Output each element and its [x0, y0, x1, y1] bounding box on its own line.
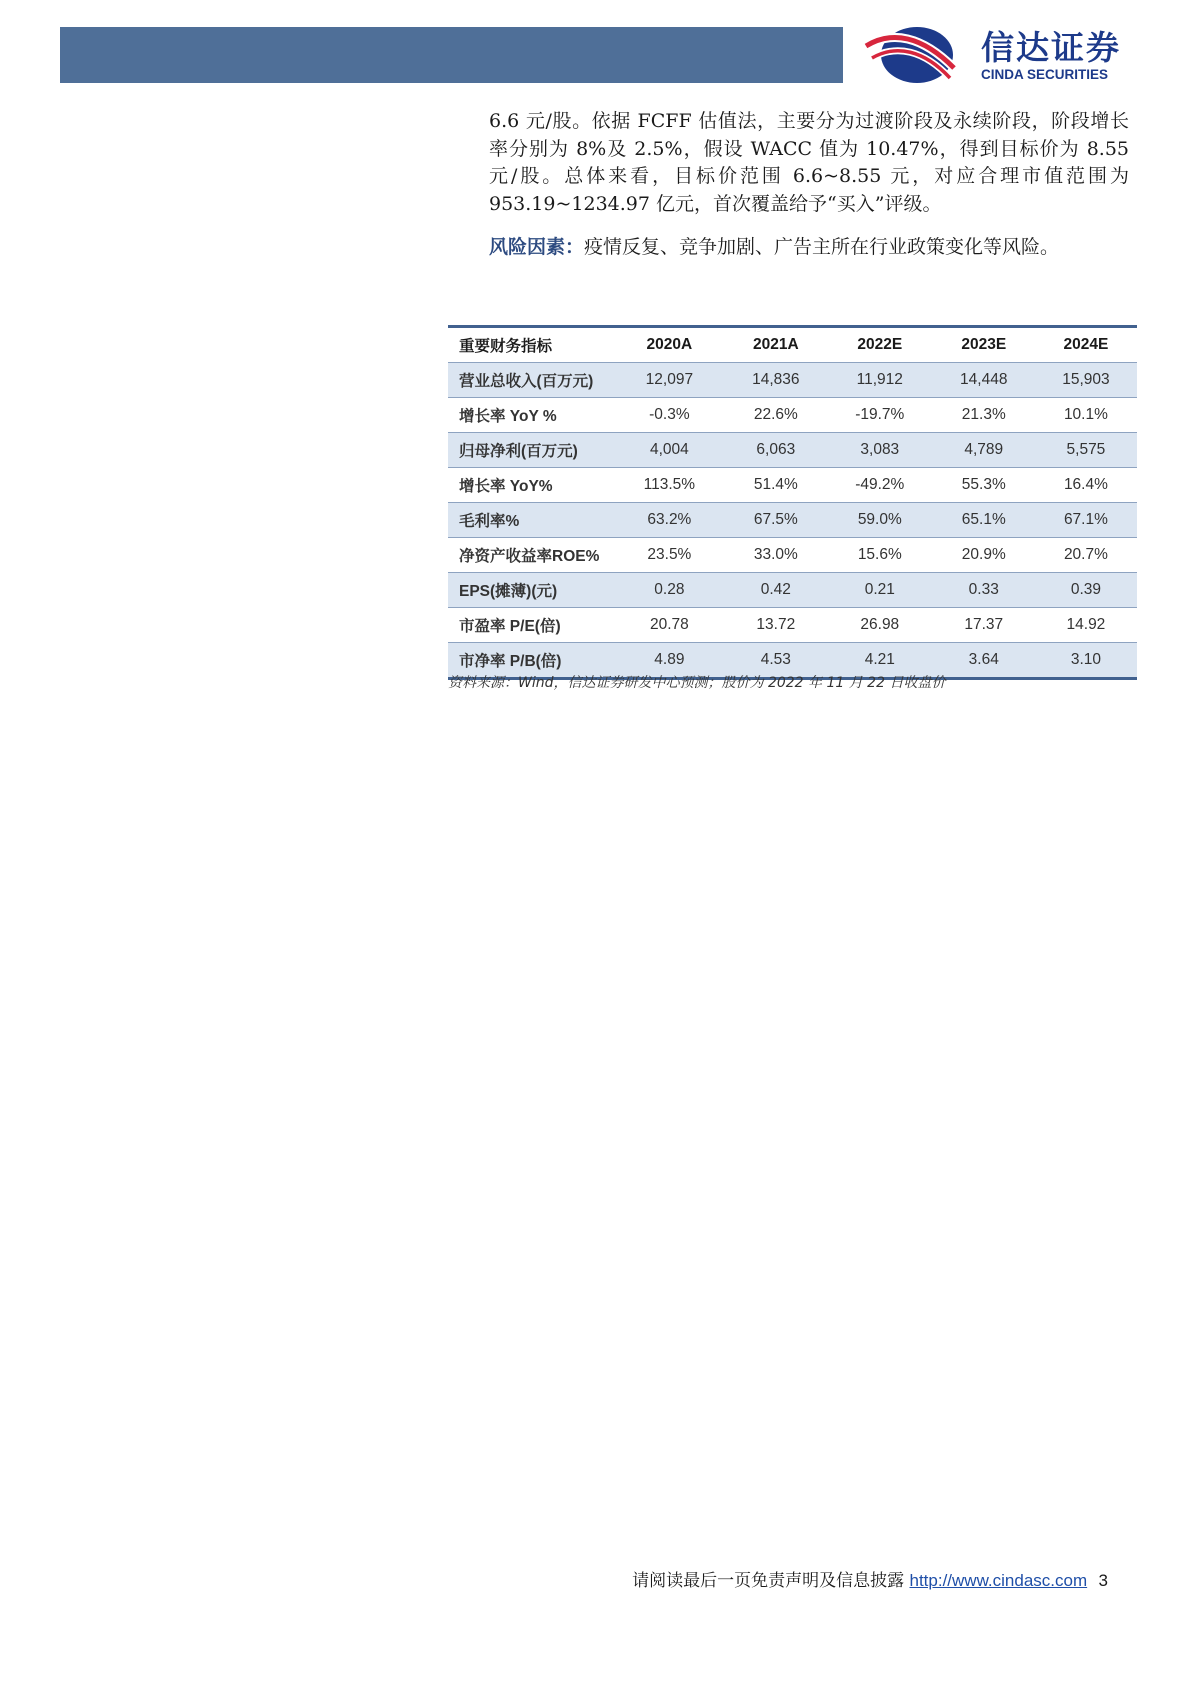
table-header-cell: 2020A [646, 336, 693, 353]
table-cell: 3.64 [968, 651, 999, 668]
risk-label: 风险因素： [489, 236, 585, 258]
table-cell: 0.33 [968, 581, 999, 598]
table-cell: 17.37 [964, 616, 1004, 633]
table-row [448, 538, 1137, 573]
footer-disclaimer: 请阅读最后一页免责声明及信息披露 [632, 1571, 905, 1591]
table-cell: 6,063 [756, 441, 796, 458]
risk-factors [489, 234, 1149, 261]
table-header-cell: 2024E [1063, 336, 1109, 353]
table-cell: 4,004 [649, 441, 689, 458]
table-header-cell: 2023E [961, 336, 1007, 353]
table-cell: 0.21 [864, 581, 895, 598]
table-cell: 4.53 [760, 651, 791, 668]
table-cell: -49.2% [855, 476, 905, 493]
financial-indicators-table [448, 325, 1137, 680]
table-row [448, 608, 1137, 643]
risk-text: 疫情反复、竞争加剧、广告主所在行业政策变化等风险。 [584, 236, 1060, 258]
table-row [448, 573, 1137, 608]
table-cell: 0.42 [760, 581, 791, 598]
table-cell: 5,575 [1066, 441, 1106, 458]
table-cell: 33.0% [753, 546, 798, 563]
table-cell: 11,912 [856, 371, 903, 388]
table-header-cell: 2021A [752, 336, 799, 353]
table-cell: 20.7% [1063, 546, 1108, 563]
table-cell: 14,448 [960, 371, 1008, 388]
row-label: 毛利率% [459, 513, 520, 530]
table-cell: 16.4% [1063, 476, 1108, 493]
table-cell: 14.92 [1066, 616, 1106, 633]
row-label: EPS(摊薄)(元) [459, 583, 558, 600]
table-row [448, 433, 1137, 468]
table-header-cell: 重要财务指标 [459, 338, 553, 355]
row-label: 市净率 P/B(倍) [459, 653, 562, 670]
row-label: 市盈率 P/E(倍) [459, 618, 561, 635]
table-cell: 0.39 [1070, 581, 1101, 598]
table-cell: 51.4% [753, 476, 798, 493]
table-row [448, 363, 1137, 398]
table-cell: 65.1% [961, 511, 1006, 528]
logo-english-name: CINDA SECURITIES [981, 67, 1109, 82]
table-cell: 15.6% [857, 546, 902, 563]
table-cell: -0.3% [649, 406, 690, 423]
table-cell: 59.0% [857, 511, 902, 528]
table-cell: 63.2% [647, 511, 692, 528]
logo-chinese-name: 信达证券 [981, 28, 1121, 67]
table-row [448, 398, 1137, 433]
row-label: 归母净利(百万元) [459, 443, 578, 460]
valuation-paragraph: 6.6 元/股。依据 FCFF 估值法，主要分为过渡阶段及永续阶段，阶段增长率分别为 8%及 2.5%，假设 WACC 值为 10.47%，得到目标价为 8.55 元/股。总体来看，目标价范围 6.6~8.55 元，对应合理市值范围为 953.19~1234.97 亿元，首次覆盖给予“买入”评级。 [489, 110, 1129, 215]
table-cell: 22.6% [753, 406, 798, 423]
table-cell: 3,083 [860, 441, 900, 458]
table-cell: 12,097 [645, 371, 694, 388]
table-cell: 0.28 [654, 581, 685, 598]
table-cell: 23.5% [647, 546, 692, 563]
page-footer [632, 1566, 1108, 1591]
table-row [448, 503, 1137, 538]
table-cell: 4,789 [964, 441, 1004, 458]
footer-website-link[interactable]: http://www.cindasc.com [909, 1571, 1088, 1590]
row-label: 净资产收益率ROE% [459, 548, 600, 565]
table-cell: 21.3% [961, 406, 1006, 423]
table-header-row [448, 327, 1137, 363]
table-row [448, 468, 1137, 503]
page-number: 3 [1098, 1571, 1108, 1590]
table-cell: 4.21 [864, 651, 895, 668]
table-cell: -19.7% [855, 406, 905, 423]
table-cell: 20.78 [649, 616, 689, 633]
table-cell: 10.1% [1063, 406, 1108, 423]
table-cell: 55.3% [961, 476, 1006, 493]
table-cell: 13.72 [756, 616, 796, 633]
row-label: 增长率 YoY% [459, 478, 553, 495]
table-cell: 14,836 [752, 371, 800, 388]
table-cell: 26.98 [860, 616, 900, 633]
cinda-logo-icon [862, 22, 972, 88]
table-cell: 67.5% [753, 511, 798, 528]
row-label: 营业总收入(百万元) [459, 373, 594, 390]
table-source-note: 资料来源：Wind，信达证券研发中心预测；股价为 2022 年 11 月 22 日收盘价 [448, 675, 946, 691]
table-cell: 3.10 [1070, 651, 1101, 668]
table-cell: 15,903 [1062, 371, 1110, 388]
table-cell: 113.5% [643, 476, 696, 493]
row-label: 增长率 YoY % [459, 408, 557, 425]
table-cell: 20.9% [961, 546, 1006, 563]
table-cell: 4.89 [654, 651, 685, 668]
table-header-cell: 2022E [857, 336, 903, 353]
header-bar [60, 27, 843, 83]
cinda-logo [862, 22, 1162, 88]
table-cell: 67.1% [1063, 511, 1108, 528]
